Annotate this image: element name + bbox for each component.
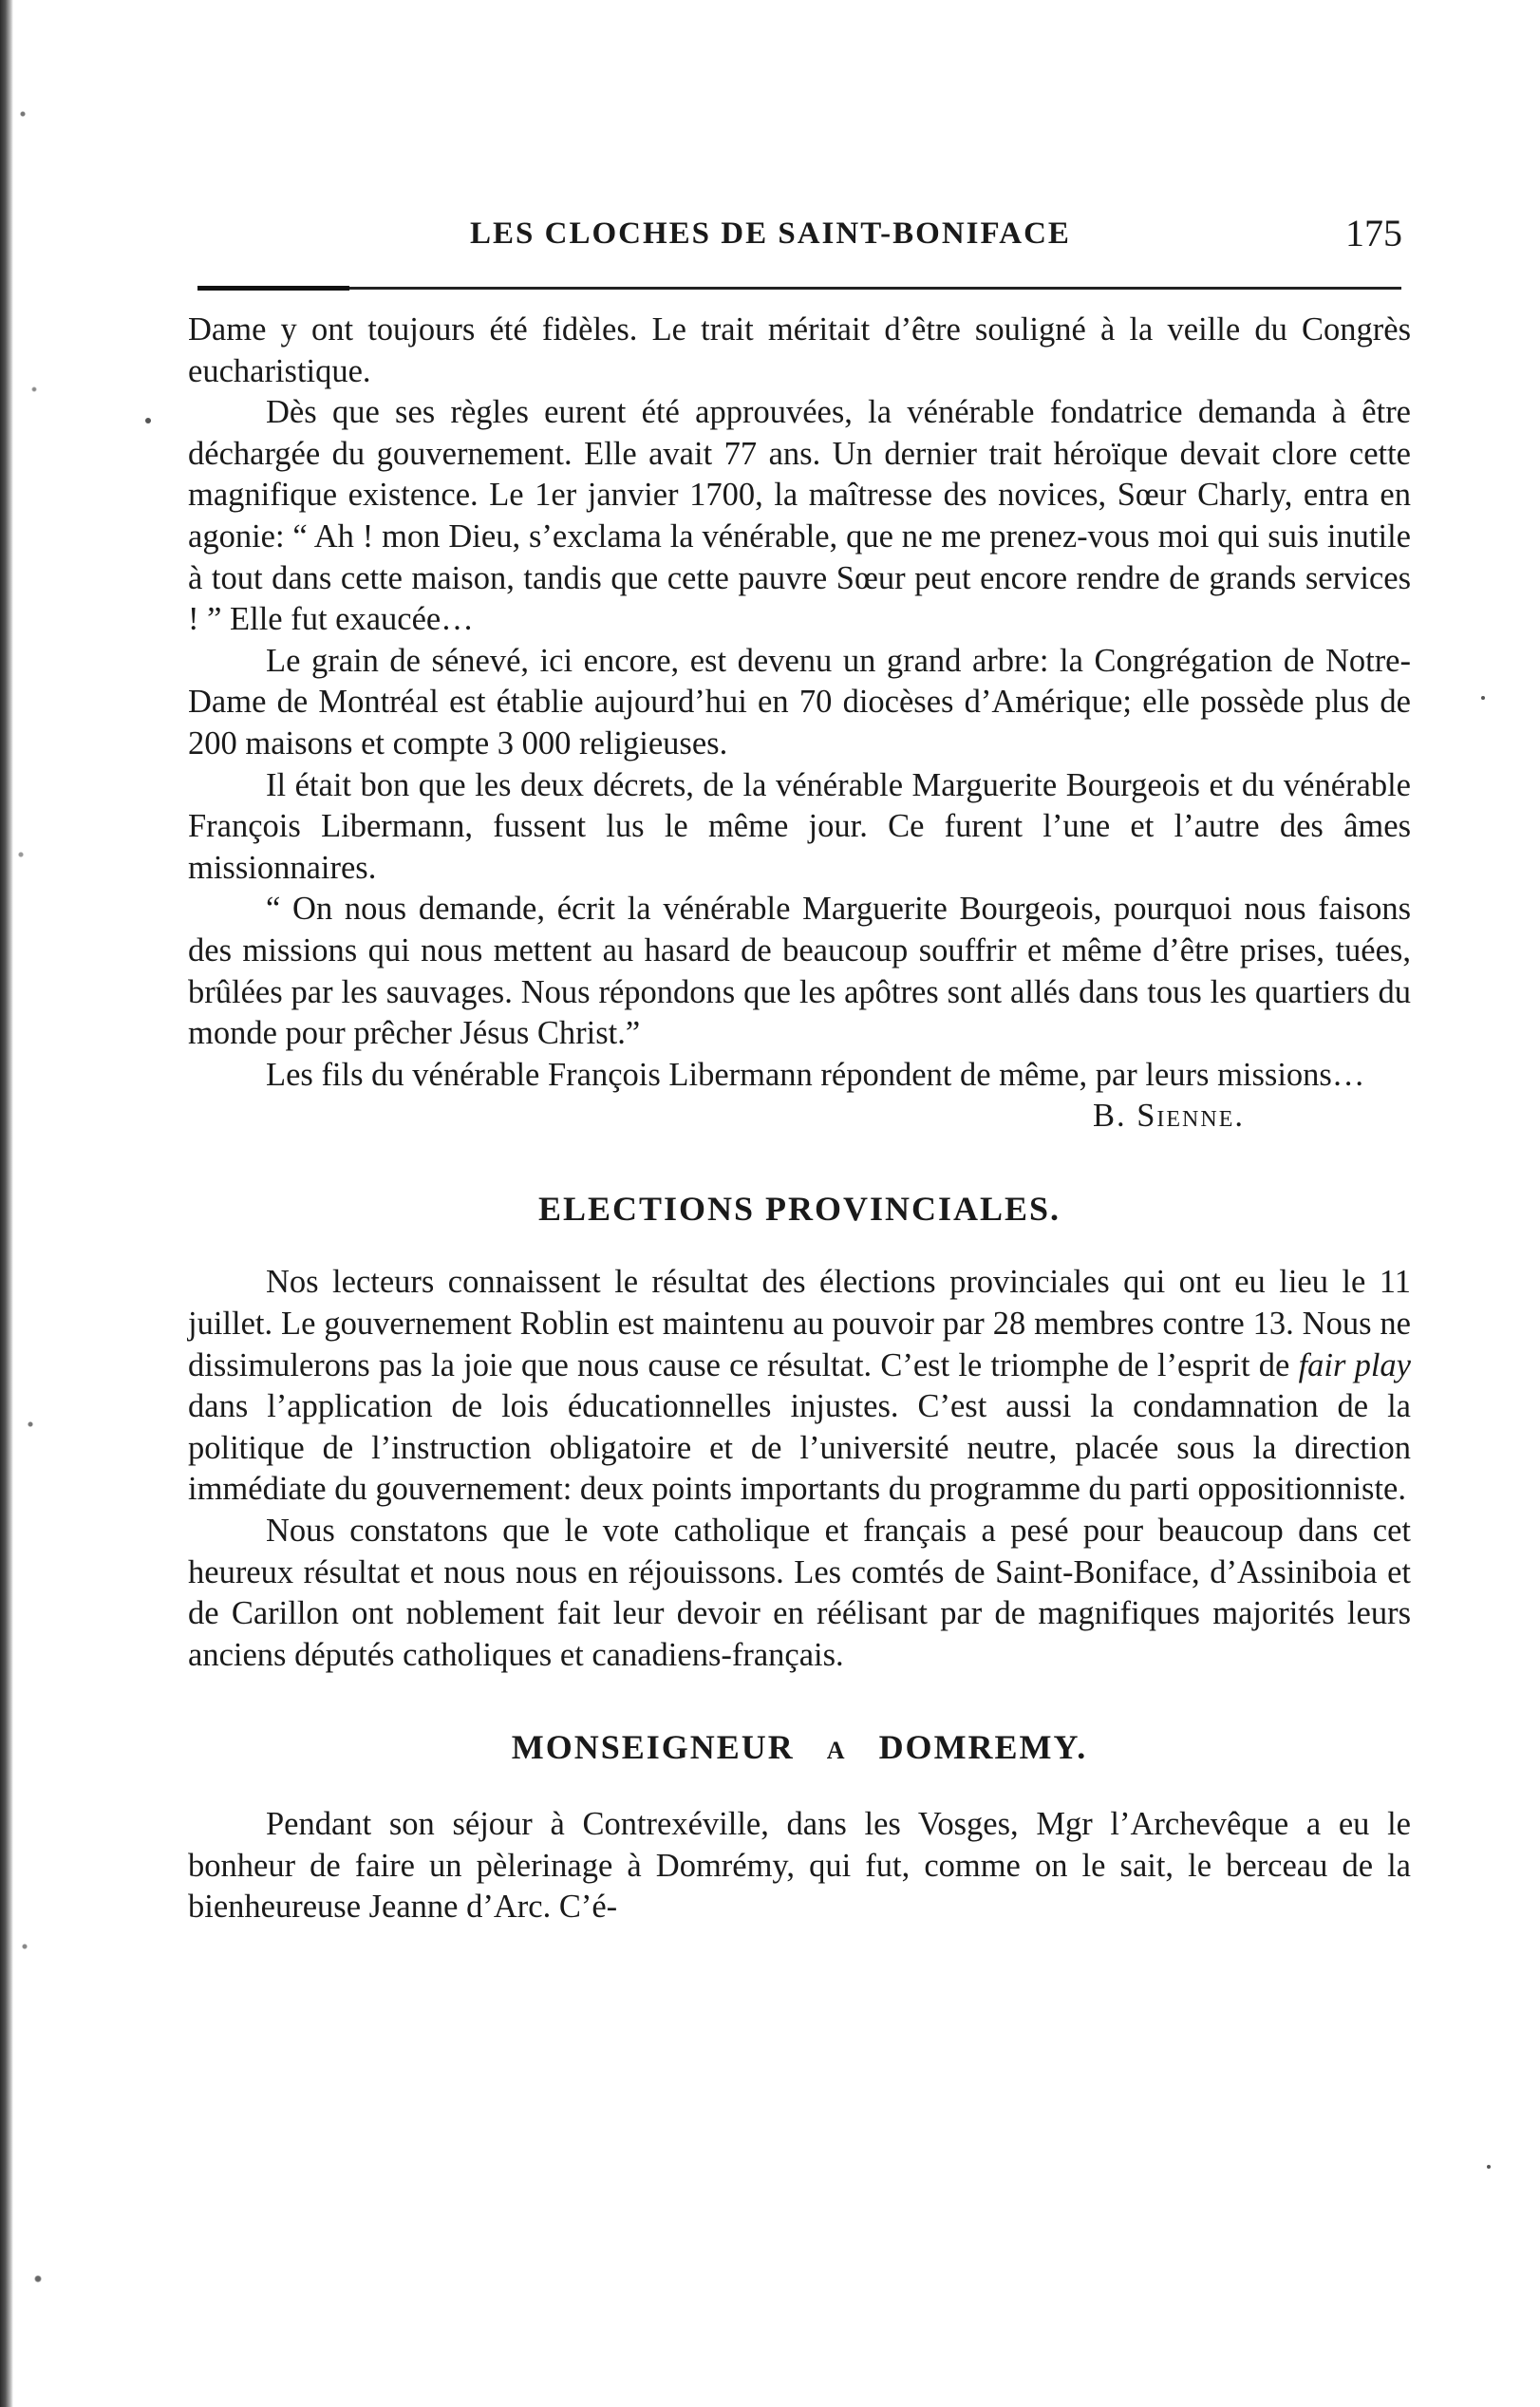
paragraph: Dame y ont toujours été fidèles. Le trait méritait d’être souligné à la veille du Congrès eucharistique. <box>188 311 1411 389</box>
paragraph-text: Nos lecteurs connaissent le résultat des élections provinciales qui ont eu lieu le 11 juillet. Le gouvernement Roblin est maintenu au pouvoir par 28 membres contre 13. Nous ne dissimulerons pas la joie que nous cause ce résultat. C’est le triomphe de l’esprit de <box>188 1264 1411 1383</box>
paragraph: “ On nous demande, écrit la vénérable Marguerite Bourgeois, pourquoi nous faisons des missions qui nous mettent au hasard de beaucoup souffrir et même d’être prises, tuées, brûlées par les sauvages. Nous répondons que les apôtres sont allés dans tous les quartiers du monde pour prêcher Jésus Christ.” <box>188 891 1411 1052</box>
paragraph <box>188 1262 1411 1511</box>
ink-speck <box>145 418 151 423</box>
paragraph: Il était bon que les deux décrets, de la vénérable Marguerite Bourgeois et du vénérable François Libermann, fussent lus le même jour. Ce furent l’une et l’autre des âmes missionnaires. <box>188 766 1411 886</box>
page-body <box>188 310 1411 1928</box>
header-rule <box>197 287 1401 290</box>
closing-text: Les fils du vénérable François Libermann répondent de même, par leurs missions… <box>266 1056 1365 1093</box>
page-number: 175 <box>1345 212 1402 254</box>
ink-speck <box>1481 696 1485 700</box>
running-title: LES CLOCHES DE SAINT-BONIFACE <box>470 216 1071 251</box>
author-signature: B. Sienne. <box>1092 1098 1245 1135</box>
paragraph: Pendant son séjour à Contrexéville, dans les Vosges, Mgr l’Archevêque a eu le bonheur de faire un pèlerinage à Domrémy, qui fut, comme on le sait, le berceau de la bienheureuse Jeanne d’Arc. C’é- <box>188 1806 1411 1926</box>
heading-part: DOMREMY. <box>878 1728 1088 1767</box>
paragraph: Dès que ses règles eurent été approuvées, la vénérable fondatrice demanda à être déchargée du gouvernement. Elle avait 77 ans. Un dernier trait héroïque devait clore cette magnifique existence. Le 1er janvier 1700, la maîtresse des novices, Sœur Charly, entra en agonie: “ Ah ! mon Dieu, s’exclama la vénérable, que ne me prenez-vous moi qui suis inutile à tout dans cette maison, tandis que cette pauvre Sœur peut encore rendre de grands services ! ” Elle fut exaucée… <box>188 394 1411 638</box>
section-heading-domremy <box>188 1727 1411 1772</box>
section-heading-elections: ELECTIONS PROVINCIALES. <box>537 1189 1061 1228</box>
paragraph-closing <box>188 1055 1411 1097</box>
paragraph-text: dans l’application de lois éducationnelles injustes. C’est aussi la condamnation de la politique de l’instruction obligatoire et de l’université neutre, placée sous la direction immédiate du gouvernement: deux points importants du programme du parti oppositionniste. <box>188 1388 1411 1508</box>
paragraph: Nous constatons que le vote catholique et français a pesé pour beaucoup dans cet heureux résultat et nous nous en réjouissons. Les comtés de Saint-Boniface, d’Assiniboia et de Carillon ont noblement fait leur devoir en réélisant par de magnifiques majorités leurs anciens députés catholiques et canadiens-français. <box>188 1513 1411 1673</box>
heading-part: MONSEIGNEUR <box>511 1728 795 1767</box>
running-header <box>185 211 1410 268</box>
italic-phrase: fair play <box>1298 1346 1411 1383</box>
ink-speck <box>1487 2165 1491 2169</box>
heading-part: A <box>826 1737 847 1765</box>
page-binding-edge <box>0 0 13 2407</box>
paper-specks <box>13 0 51 2407</box>
paragraph: Le grain de sénevé, ici encore, est devenu un grand arbre: la Congrégation de Notre-Dame de Montréal est établie aujourd’hui en 70 diocèses d’Amérique; elle possède plus de 200 maisons et compte 3 000 religieuses. <box>188 642 1411 762</box>
signature-line <box>188 1096 1411 1138</box>
